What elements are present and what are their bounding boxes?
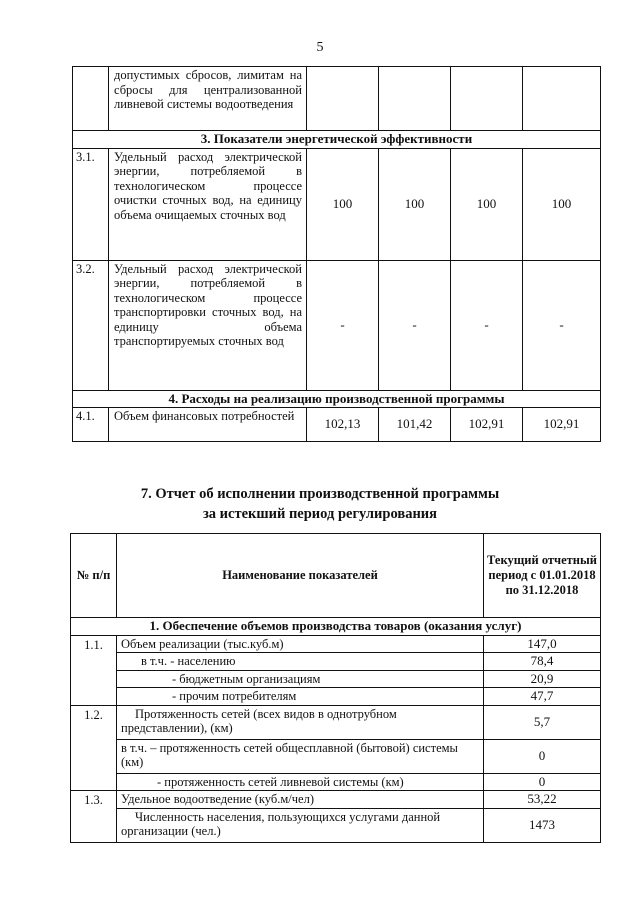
value-cell: 0 <box>484 773 601 791</box>
row-number: 1.2. <box>71 705 117 791</box>
table-row <box>71 688 601 706</box>
indicator-name: Объем реализации (тыс.куб.м) <box>117 635 484 653</box>
value-cell: 20,9 <box>484 670 601 688</box>
value-cell: - <box>307 260 379 390</box>
table-row <box>71 773 601 791</box>
value-cell: - <box>451 260 523 390</box>
table-row <box>71 705 601 739</box>
value-cell: 53,22 <box>484 791 601 809</box>
section-row <box>71 618 601 636</box>
indicators-table <box>72 66 601 442</box>
indicator-name: - протяженность сетей ливневой системы (км) <box>117 773 484 791</box>
indicator-text: Удельный расход электрической энергии, потребляемой в технологическом процессе очистки сточных вод, на единицу объема очищаемых сточных вод <box>109 148 307 260</box>
value-cell <box>523 67 601 131</box>
value-cell: 1473 <box>484 808 601 842</box>
value-cell: 101,42 <box>379 408 451 442</box>
indicator-text: Объем финансовых потребностей <box>109 408 307 442</box>
indicator-name: в т.ч. – протяженность сетей общесплавной (бытовой) системы (км) <box>117 739 484 773</box>
row-number: 4.1. <box>73 408 109 442</box>
section-title: 1. Обеспечение объемов производства товаров (оказания услуг) <box>71 618 601 636</box>
section-title: 3. Показатели энергетической эффективности <box>73 131 601 149</box>
header-row <box>71 534 601 618</box>
heading-line-2: за истекший период регулирования <box>202 506 438 522</box>
section-heading <box>0 484 640 524</box>
value-cell: 100 <box>307 148 379 260</box>
section-row <box>73 390 601 408</box>
indicator-text: допустимых сбросов, лимитам на сбросы для централизованной ливневой системы водоотведения <box>109 67 307 131</box>
report-table <box>70 533 601 843</box>
value-cell: 100 <box>451 148 523 260</box>
header-name: Наименование показателей <box>117 534 484 618</box>
row-number: 3.2. <box>73 260 109 390</box>
section-title: 4. Расходы на реализацию производственной программы <box>73 390 601 408</box>
value-cell <box>379 67 451 131</box>
table-row <box>71 808 601 842</box>
value-cell <box>307 67 379 131</box>
value-cell: - <box>523 260 601 390</box>
value-cell: - <box>379 260 451 390</box>
value-cell: 5,7 <box>484 705 601 739</box>
table-row <box>71 739 601 773</box>
table-row <box>73 260 601 390</box>
indicator-name: Удельное водоотведение (куб.м/чел) <box>117 791 484 809</box>
header-num: № п/п <box>71 534 117 618</box>
table-row <box>73 148 601 260</box>
value-cell: 100 <box>379 148 451 260</box>
table-row <box>71 635 601 653</box>
table-row <box>71 670 601 688</box>
table-row <box>73 408 601 442</box>
value-cell: 100 <box>523 148 601 260</box>
value-cell: 78,4 <box>484 653 601 671</box>
heading-line-1: 7. Отчет об исполнении производственной программы <box>140 486 500 502</box>
row-number: 1.1. <box>71 635 117 705</box>
indicator-name: в т.ч. - населению <box>117 653 484 671</box>
row-number: 3.1. <box>73 148 109 260</box>
value-cell: 47,7 <box>484 688 601 706</box>
indicator-name: - прочим потребителям <box>117 688 484 706</box>
page-number: 5 <box>316 40 324 55</box>
indicator-name: Численность населения, пользующихся услугами данной организации (чел.) <box>117 808 484 842</box>
value-cell <box>451 67 523 131</box>
value-cell: 0 <box>484 739 601 773</box>
table-row <box>71 791 601 809</box>
indicator-text: Удельный расход электрической энергии, потребляемой в технологическом процессе транспортировки сточных вод, на единицу объема транспортируемых сточных вод <box>109 260 307 390</box>
value-cell: 102,91 <box>451 408 523 442</box>
num-cell <box>73 67 109 131</box>
table-row <box>73 67 601 131</box>
indicator-name: Протяженность сетей (всех видов в однотрубном представлении), (км) <box>117 705 484 739</box>
section-row <box>73 131 601 149</box>
header-period: Текущий отчетный период с 01.01.2018 по 31.12.2018 <box>484 534 601 618</box>
value-cell: 147,0 <box>484 635 601 653</box>
value-cell: 102,91 <box>523 408 601 442</box>
indicator-name: - бюджетным организациям <box>117 670 484 688</box>
table-row <box>71 653 601 671</box>
value-cell: 102,13 <box>307 408 379 442</box>
row-number: 1.3. <box>71 791 117 843</box>
